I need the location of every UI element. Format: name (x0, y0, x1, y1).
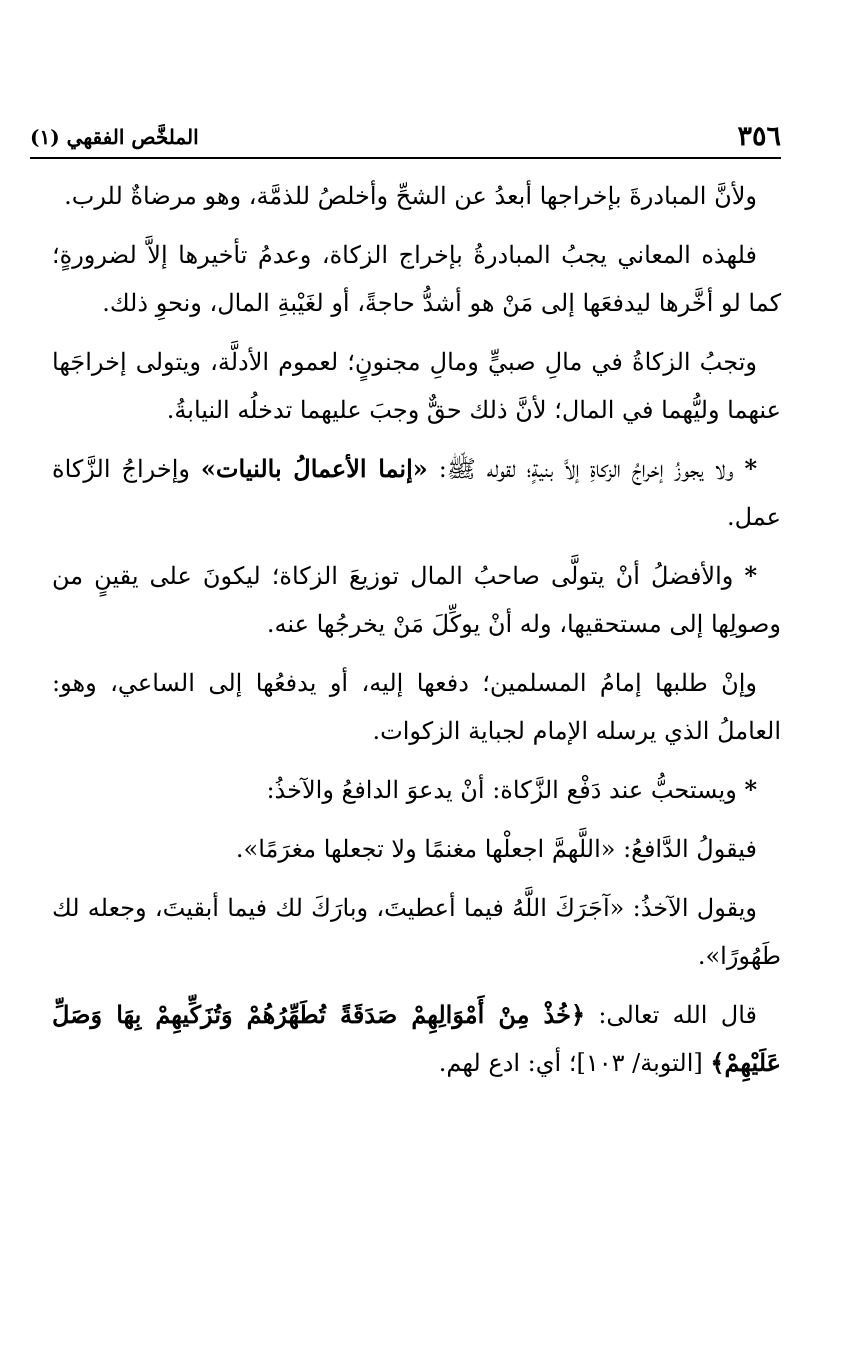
paragraph: قال الله تعالى: ﴿خُذْ مِنْ أَمْوَالِهِمْ صَدَقَةً تُطَهِّرُهُمْ وَتُزَكِّيهِمْ بِهَا وَصَلِّ عَلَيْهِمْ﴾ [التوبة/ ١٠٣]؛ أي: ادع لهم. (52, 1000, 781, 1077)
paragraph: ولأنَّ المبادرةَ بإخراجها أبعدُ عن الشحِّ وأخلصُ للذمَّة، وهو مرضاةٌ للرب. (64, 182, 757, 210)
paragraph: * والأفضلُ أنْ يتولَّى صاحبُ المال توزيعَ الزكاة؛ ليكونَ على يقينٍ من وصولِها إلى مستحقيها، وله أنْ يوكِّلَ مَنْ يخرجُها عنه. (52, 561, 781, 638)
paragraph: وإنْ طلبها إمامُ المسلمين؛ دفعها إليه، أو يدفعُها إلى الساعي، وهو: العاملُ الذي يرسله الإمام لجباية الزكوات. (52, 669, 781, 745)
header-rule (30, 157, 781, 159)
paragraph: * ويستحبُّ عند دَفْع الزَّكاة: أنْ يدعوَ الدافعُ والآخذُ: (266, 775, 757, 804)
page-number: ٣٥٦ (737, 121, 781, 152)
paragraph: فلهذه المعاني يجبُ المبادرةُ بإخراج الزكاة، وعدمُ تأخيرها إلاَّ لضرورةٍ؛ كما لو أخَّرها ليدفعَها إلى مَنْ هو أشدُّ حاجةً، أو لغَيْبةِ المال، ونحوِ ذلك. (52, 241, 781, 317)
quran-verse: ﴿خُذْ مِنْ أَمْوَالِهِمْ صَدَقَةً تُطَهِّرُهُمْ وَتُزَكِّيهِمْ بِهَا وَصَلِّ عَلَيْهِمْ﴾ (52, 1000, 781, 1077)
bullet-star: * (744, 775, 757, 804)
page-header (30, 118, 781, 156)
paragraph: فيقولُ الدَّافعُ: «اللَّهمَّ اجعلْها مغنمًا ولا تجعلها مغرَمًا». (235, 835, 757, 863)
page-body (52, 172, 781, 1098)
paragraph: * ولا يجوزُ إخراجُ الزكاةِ إلاَّ بنيةٍ؛ لقوله ﷺ: «إنما الأعمالُ بالنيات» وإخراجُ الزَّكاة عمل. (52, 454, 781, 531)
paragraph: ويقول الآخذُ: «آجَرَكَ اللَّهُ فيما أعطيتَ، وبارَكَ لك فيما أبقيتَ، وجعله لك طَهُورًا». (52, 894, 781, 970)
bullet-star: * (744, 454, 758, 483)
running-title: الملخَّص الفقهي (١) (30, 125, 199, 149)
paragraph: وتجبُ الزكاةُ في مالِ صبيٍّ ومالِ مجنونٍ؛ لعموم الأدلَّة، ويتولى إخراجَها عنهما وليُّهما في المال؛ لأنَّ ذلك حقٌّ وجبَ عليهما تدخلُه النيابةُ. (52, 348, 781, 424)
hadith-quote: «إنما الأعمالُ بالنيات» (200, 454, 428, 483)
bullet-star: * (744, 561, 757, 590)
